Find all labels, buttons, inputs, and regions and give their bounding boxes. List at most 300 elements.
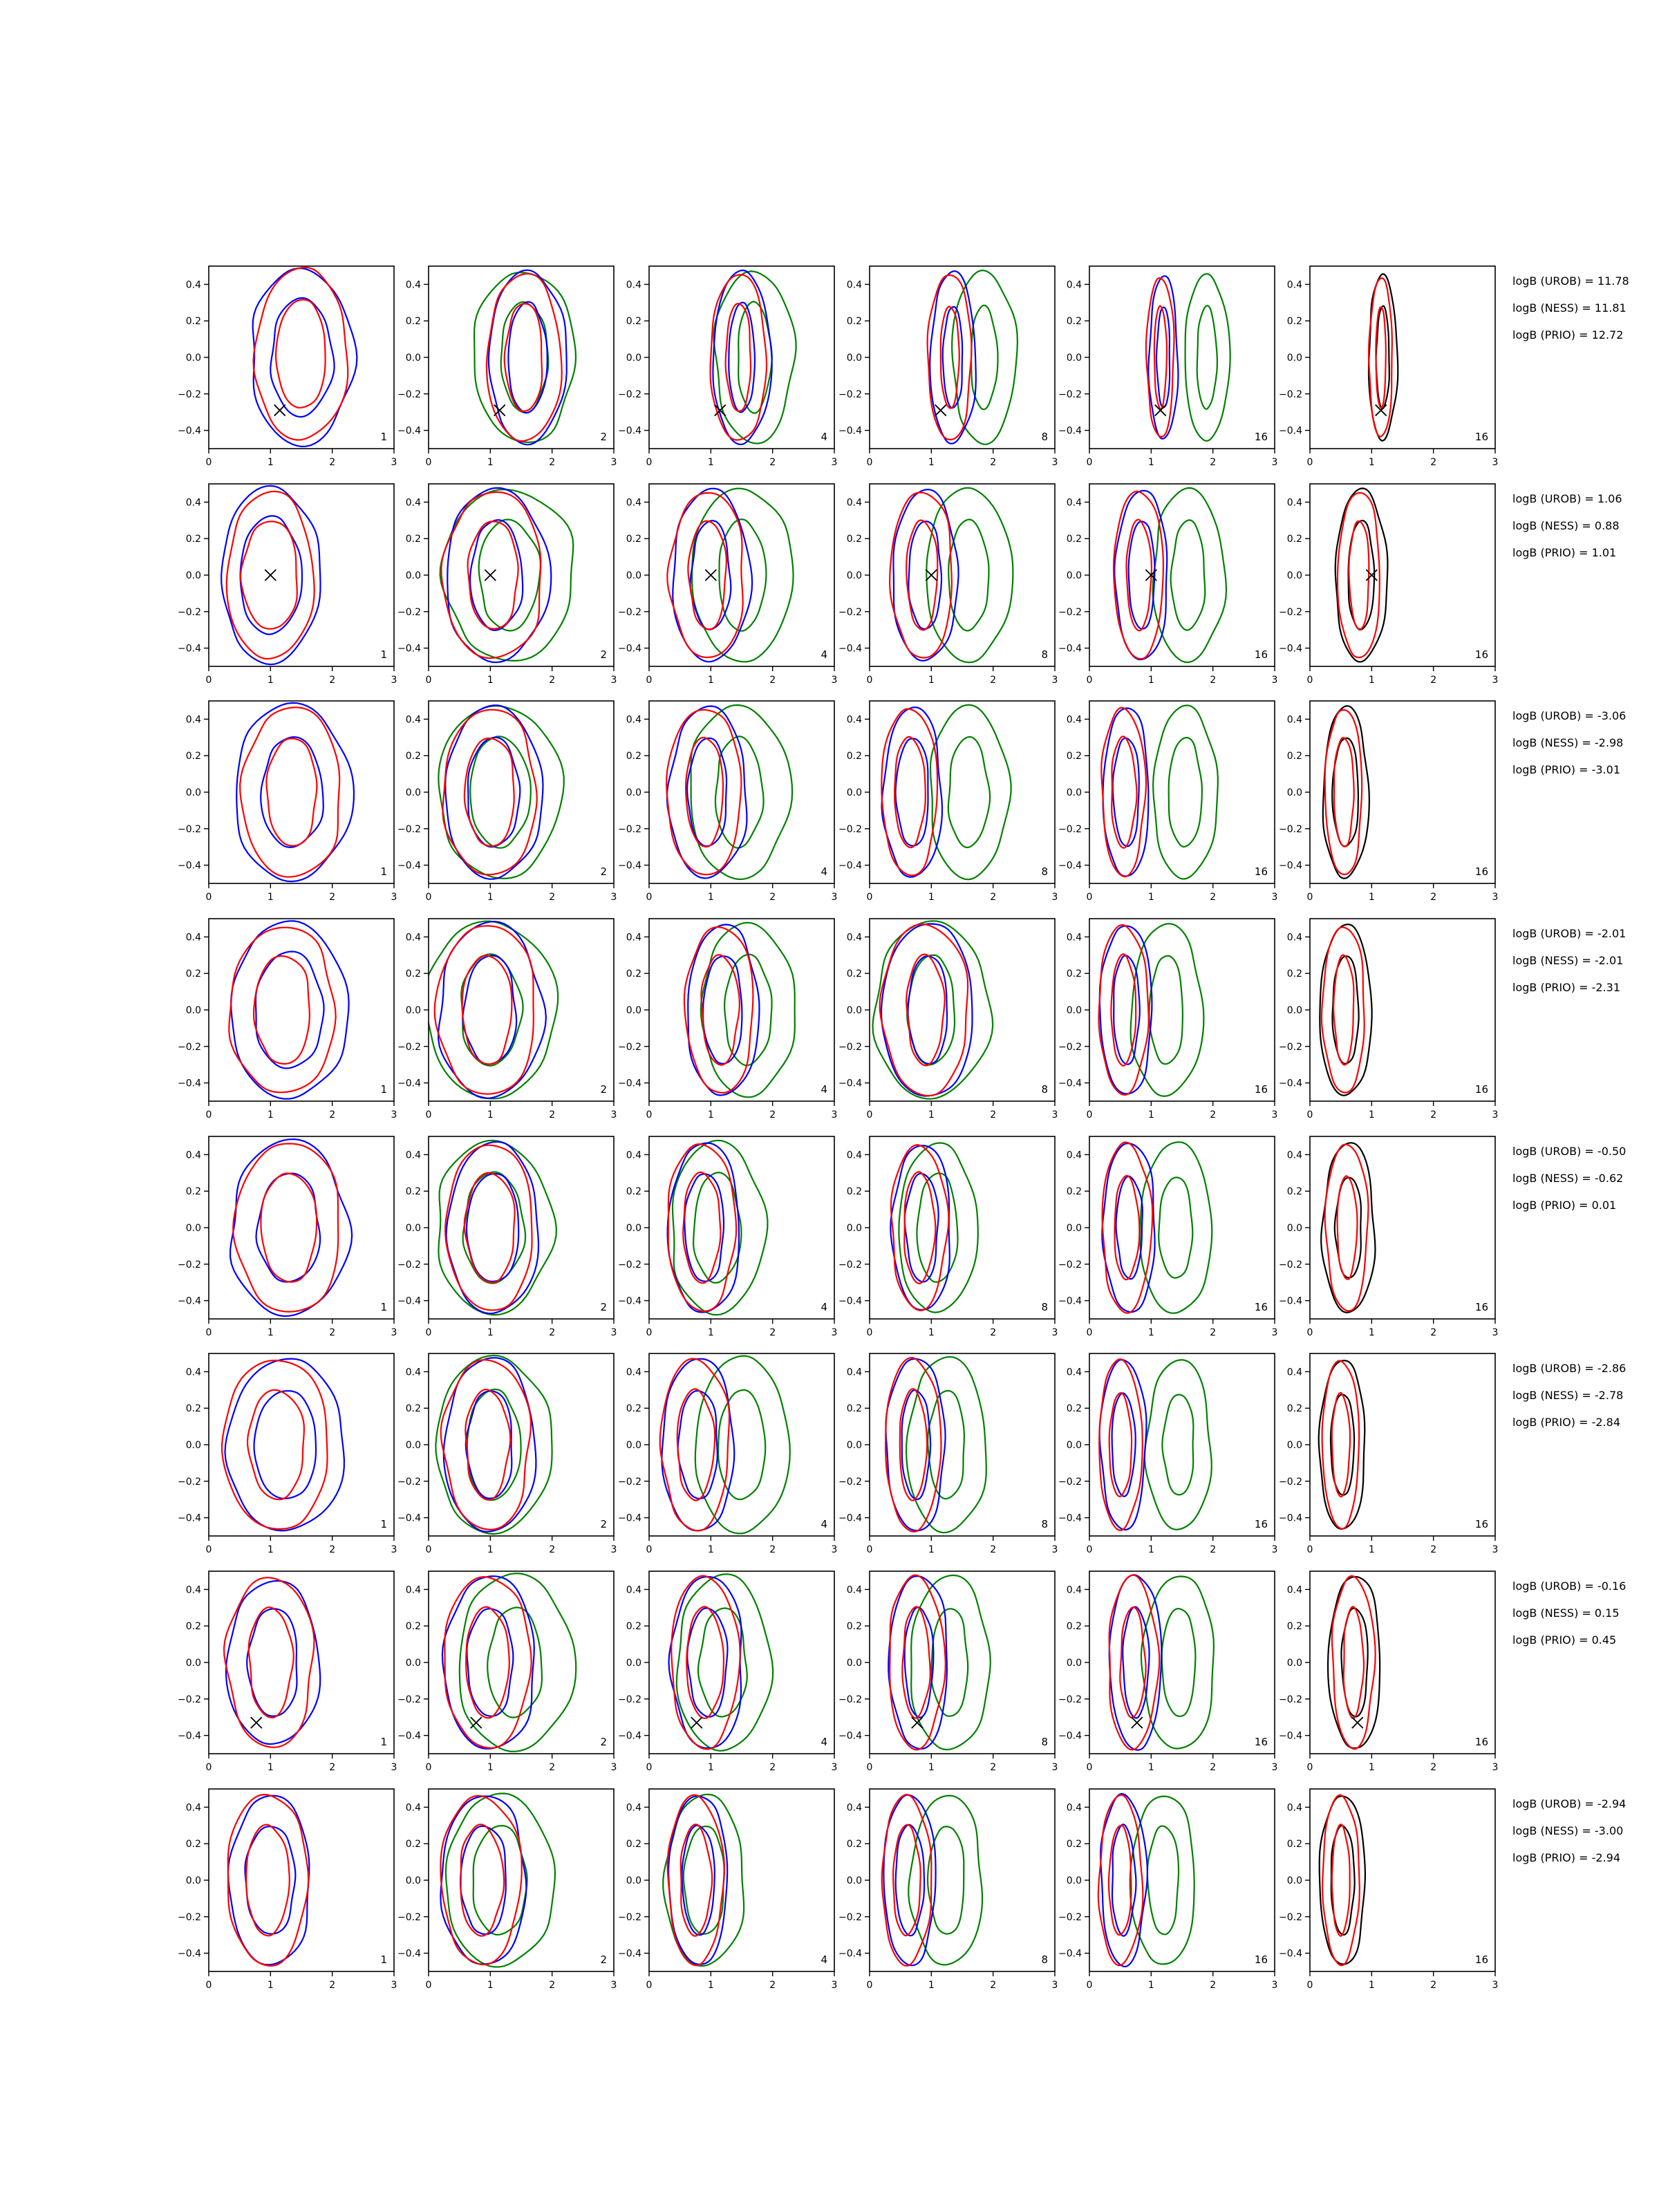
- logB-text: logB (UROB) = -2.94: [1512, 1797, 1627, 1810]
- contour-red-outer: [668, 1144, 736, 1311]
- contour-blue-inner: [254, 1391, 317, 1499]
- contour-green-inner: [948, 737, 990, 847]
- x-tick-label: 2: [1430, 675, 1437, 686]
- logB-text: logB (PRIO) = -2.31: [1512, 981, 1620, 994]
- contour-red-inner: [468, 521, 518, 628]
- y-tick-label: −0.2: [178, 1259, 201, 1271]
- x-tick-label: 2: [1210, 892, 1217, 903]
- subplot-r8-c6: [1279, 1789, 1498, 1991]
- contour-green-inner: [693, 1172, 741, 1283]
- contour-blue-inner: [908, 521, 941, 629]
- y-tick-label: −0.2: [1058, 1476, 1082, 1488]
- y-tick-label: −0.2: [178, 1911, 201, 1923]
- y-tick-label: 0.2: [185, 1621, 201, 1633]
- y-tick-label: −0.4: [838, 425, 862, 437]
- logB-text: logB (NESS) = -2.78: [1512, 1389, 1624, 1402]
- x-tick-label: 3: [1271, 1980, 1278, 1991]
- y-tick-label: 0.0: [626, 570, 641, 581]
- plot-frame: [1089, 1136, 1275, 1319]
- x-tick-label: 2: [769, 675, 776, 686]
- logB-text: logB (UROB) = -0.50: [1512, 1145, 1627, 1158]
- y-tick-label: 0.4: [846, 1367, 862, 1378]
- x-tick-label: 2: [549, 457, 556, 468]
- x-tick-label: 1: [1368, 457, 1375, 468]
- corner-label: 8: [1041, 1736, 1048, 1748]
- logB-text: logB (NESS) = 11.81: [1512, 301, 1627, 315]
- x-tick-label: 3: [1492, 1327, 1499, 1338]
- logB-text: logB (PRIO) = 12.72: [1512, 328, 1624, 341]
- x-tick-label: 1: [1147, 1327, 1154, 1338]
- y-tick-label: −0.2: [397, 1911, 421, 1923]
- y-tick-label: 0.0: [405, 1005, 421, 1016]
- plot-frame: [1310, 701, 1495, 883]
- contour-blue-inner: [908, 956, 948, 1064]
- y-tick-label: −0.2: [1058, 388, 1082, 400]
- x-tick-label: 1: [928, 675, 935, 686]
- contour-red-outer: [671, 1576, 740, 1750]
- corner-label: 16: [1474, 648, 1488, 661]
- x-tick-label: 0: [1306, 1544, 1313, 1555]
- y-tick-label: 0.0: [846, 1875, 862, 1886]
- logB-text: logB (UROB) = -2.86: [1512, 1362, 1627, 1375]
- contour-green-outer: [440, 489, 574, 661]
- x-tick-label: 0: [1086, 1980, 1093, 1991]
- plot-frame: [870, 1353, 1055, 1536]
- y-tick-label: −0.4: [618, 1730, 641, 1742]
- plot-frame: [429, 919, 614, 1101]
- y-tick-label: −0.2: [1058, 1694, 1082, 1705]
- subplot-r5-c3: [618, 1136, 837, 1338]
- contour-red-inner: [701, 955, 740, 1065]
- contour-red-inner: [1338, 1176, 1358, 1279]
- x-tick-label: 3: [610, 1327, 617, 1338]
- y-tick-label: 0.4: [1286, 1150, 1302, 1161]
- corner-label: 16: [1474, 1953, 1488, 1966]
- y-tick-label: 0.2: [1066, 316, 1082, 328]
- y-tick-label: −0.4: [838, 1730, 862, 1742]
- x-tick-label: 1: [1147, 1762, 1154, 1773]
- x-tick-label: 2: [329, 1327, 336, 1338]
- x-tick-label: 2: [329, 892, 336, 903]
- corner-label: 8: [1041, 431, 1048, 443]
- y-tick-label: −0.2: [838, 606, 862, 618]
- y-tick-label: 0.0: [846, 787, 862, 798]
- subplot-r4-c6: [1279, 919, 1498, 1121]
- y-tick-label: −0.2: [397, 1694, 421, 1705]
- contour-blue-outer: [230, 1139, 352, 1316]
- x-tick-label: 2: [1210, 1109, 1217, 1121]
- contour-red-inner: [1344, 1606, 1364, 1718]
- y-tick-label: −0.2: [838, 823, 862, 835]
- x-tick-label: 2: [1430, 1762, 1437, 1773]
- y-tick-label: 0.0: [405, 787, 421, 798]
- contour-red-inner: [246, 1825, 290, 1936]
- y-tick-label: 0.4: [626, 497, 641, 509]
- x-tick-label: 1: [928, 1109, 935, 1121]
- x-tick-label: 2: [1430, 1327, 1437, 1338]
- x-tick-label: 2: [329, 457, 336, 468]
- contour-red-inner: [249, 1607, 294, 1718]
- y-tick-label: 0.4: [185, 497, 201, 509]
- contour-red-outer: [487, 274, 562, 441]
- y-tick-label: 0.2: [846, 751, 862, 762]
- y-tick-label: 0.4: [1066, 714, 1082, 726]
- x-tick-label: 1: [487, 1762, 494, 1773]
- x-tick-label: 3: [610, 1109, 617, 1121]
- contour-blue-outer: [236, 703, 354, 881]
- x-tick-label: 2: [769, 1544, 776, 1555]
- y-tick-label: 0.0: [626, 1223, 641, 1234]
- y-tick-label: −0.2: [838, 1259, 862, 1271]
- x-tick-label: 3: [1271, 675, 1278, 686]
- contour-red-inner: [904, 1172, 935, 1283]
- x-tick-label: 1: [1147, 1109, 1154, 1121]
- corner-label: 1: [380, 1301, 387, 1313]
- x-tick-label: 1: [267, 1544, 274, 1555]
- x-tick-label: 0: [1306, 1980, 1313, 1991]
- truth-marker: [485, 570, 496, 581]
- corner-label: 2: [600, 1518, 607, 1530]
- y-tick-label: 0.4: [185, 932, 201, 944]
- y-tick-label: 0.4: [405, 1584, 421, 1596]
- y-tick-label: −0.2: [618, 823, 641, 835]
- y-tick-label: −0.2: [1279, 1694, 1302, 1705]
- contour-red-inner: [505, 303, 542, 411]
- subplot-r8-c4: [838, 1789, 1058, 1991]
- x-tick-label: 1: [267, 1762, 274, 1773]
- logB-text: logB (PRIO) = -2.84: [1512, 1416, 1620, 1429]
- contour-green-outer: [1145, 1360, 1212, 1530]
- subplot-r5-c5: [1058, 1136, 1277, 1338]
- x-tick-label: 1: [487, 675, 494, 686]
- x-tick-label: 2: [1430, 457, 1437, 468]
- logB-text: logB (PRIO) = 0.45: [1512, 1633, 1617, 1647]
- y-tick-label: 0.2: [405, 534, 421, 545]
- y-tick-label: 0.0: [405, 1440, 421, 1451]
- y-tick-label: 0.4: [846, 279, 862, 291]
- subplot-r7-c5: [1058, 1571, 1277, 1773]
- subplot-r1-c4: [838, 266, 1058, 468]
- x-tick-label: 3: [391, 1762, 397, 1773]
- y-tick-label: −0.4: [178, 1730, 201, 1742]
- x-tick-label: 3: [1271, 1544, 1278, 1555]
- x-tick-label: 0: [646, 892, 653, 903]
- x-tick-label: 2: [990, 1109, 997, 1121]
- x-tick-label: 3: [391, 892, 397, 903]
- y-tick-label: 0.0: [626, 1440, 641, 1451]
- x-tick-label: 0: [205, 892, 212, 903]
- y-tick-label: −0.2: [618, 388, 641, 400]
- contour-blue-outer: [1100, 1794, 1147, 1967]
- contour-blue-inner: [470, 520, 523, 630]
- subplot-r8-c3: [618, 1789, 837, 1991]
- y-tick-label: 0.0: [1286, 1658, 1302, 1669]
- contour-green-inner: [1197, 306, 1217, 409]
- y-tick-label: 0.0: [405, 353, 421, 364]
- subplot-r6-c3: [618, 1353, 837, 1555]
- y-tick-label: −0.2: [397, 1476, 421, 1488]
- contour-green-inner: [720, 519, 767, 631]
- subplot-r3-c3: [618, 701, 837, 903]
- y-tick-label: 0.4: [405, 714, 421, 726]
- y-tick-label: 0.2: [846, 1839, 862, 1850]
- y-tick-label: 0.2: [626, 534, 641, 545]
- x-tick-label: 1: [707, 675, 714, 686]
- y-tick-label: −0.2: [178, 823, 201, 835]
- y-tick-label: 0.2: [626, 968, 641, 980]
- x-tick-label: 1: [928, 1544, 935, 1555]
- y-tick-label: 0.4: [626, 1150, 641, 1161]
- contour-red-inner: [894, 737, 926, 847]
- y-tick-label: 0.4: [185, 1150, 201, 1161]
- contour-blue-inner: [467, 1174, 518, 1282]
- corner-label: 4: [821, 431, 827, 443]
- corner-label: 16: [1254, 1301, 1268, 1313]
- contour-green-inner: [724, 955, 771, 1066]
- y-tick-label: 0.0: [405, 570, 421, 581]
- subplot-r3-c5: [1058, 701, 1277, 903]
- x-tick-label: 2: [1210, 457, 1217, 468]
- contour-blue-inner: [684, 1174, 724, 1281]
- x-tick-label: 2: [990, 1980, 997, 1991]
- x-tick-label: 3: [1051, 457, 1058, 468]
- y-tick-label: 0.4: [185, 279, 201, 291]
- y-tick-label: 0.4: [1066, 1150, 1082, 1161]
- x-tick-label: 1: [1368, 675, 1375, 686]
- x-tick-label: 3: [391, 457, 397, 468]
- y-tick-label: −0.4: [618, 1295, 641, 1307]
- plot-frame: [209, 919, 394, 1101]
- y-tick-label: 0.0: [626, 353, 641, 364]
- contour-blue-inner: [467, 1609, 514, 1716]
- plot-frame: [209, 1353, 394, 1536]
- x-tick-label: 0: [646, 1762, 653, 1773]
- y-tick-label: −0.4: [397, 425, 421, 437]
- corner-label: 16: [1254, 1083, 1268, 1096]
- y-tick-label: −0.4: [1058, 1078, 1082, 1089]
- y-tick-label: −0.2: [178, 1041, 201, 1053]
- x-tick-label: 1: [928, 892, 935, 903]
- subplot-r2-c4: [838, 484, 1058, 686]
- contour-green-outer: [908, 1796, 982, 1965]
- y-tick-label: 0.2: [185, 1403, 201, 1415]
- plot-frame: [209, 1789, 394, 1971]
- y-tick-label: −0.2: [1279, 1476, 1302, 1488]
- truth-marker: [274, 405, 285, 416]
- x-tick-label: 1: [1147, 457, 1154, 468]
- x-tick-label: 0: [1086, 892, 1093, 903]
- corner-label: 4: [821, 865, 827, 878]
- x-tick-label: 3: [610, 675, 617, 686]
- contour-red-outer: [1114, 491, 1163, 659]
- y-tick-label: 0.0: [1286, 1440, 1302, 1451]
- y-tick-label: 0.4: [1286, 714, 1302, 726]
- y-tick-label: 0.2: [185, 968, 201, 980]
- x-tick-label: 0: [1306, 1109, 1313, 1121]
- subplot-r1-c6: [1279, 266, 1498, 468]
- corner-label: 16: [1474, 1518, 1488, 1530]
- corner-label: 4: [821, 1083, 827, 1096]
- y-tick-label: −0.4: [397, 1078, 421, 1089]
- logB-annotations-r4: [1512, 927, 1626, 994]
- y-tick-label: −0.2: [397, 606, 421, 618]
- y-tick-label: −0.4: [397, 1730, 421, 1742]
- x-tick-label: 1: [1368, 892, 1375, 903]
- y-tick-label: 0.0: [626, 787, 641, 798]
- x-tick-label: 2: [549, 892, 556, 903]
- corner-label: 1: [380, 1083, 387, 1096]
- x-tick-label: 1: [267, 1109, 274, 1121]
- x-tick-label: 2: [769, 892, 776, 903]
- y-tick-label: 0.4: [1286, 1367, 1302, 1378]
- x-tick-label: 2: [990, 892, 997, 903]
- logB-text: logB (UROB) = -0.16: [1512, 1580, 1627, 1593]
- y-tick-label: −0.4: [1279, 1730, 1302, 1742]
- y-tick-label: 0.0: [405, 1658, 421, 1669]
- y-tick-label: 0.2: [626, 1839, 641, 1850]
- x-tick-label: 2: [329, 1544, 336, 1555]
- contour-green-inner: [479, 520, 541, 631]
- subplot-r1-c2: [397, 266, 617, 468]
- y-tick-label: 0.0: [185, 1005, 201, 1016]
- contour-red-inner: [241, 521, 297, 628]
- y-tick-label: −0.4: [838, 1078, 862, 1089]
- contour-blue-inner: [468, 738, 520, 847]
- y-tick-label: 0.4: [846, 714, 862, 726]
- contour-blue-outer: [688, 925, 759, 1096]
- subplot-r5-c6: [1279, 1136, 1498, 1338]
- y-tick-label: 0.0: [185, 787, 201, 798]
- contour-blue-inner: [261, 737, 324, 847]
- logB-annotations-r5: [1512, 1145, 1626, 1212]
- x-tick-label: 2: [769, 1980, 776, 1991]
- y-tick-label: 0.4: [1286, 932, 1302, 944]
- contour-blue-inner: [682, 1826, 715, 1936]
- x-tick-label: 2: [990, 1544, 997, 1555]
- y-tick-label: 0.0: [1066, 1223, 1082, 1234]
- subplot-r4-c2: [397, 919, 617, 1121]
- corner-label: 16: [1254, 1953, 1268, 1966]
- y-tick-label: 0.0: [1286, 353, 1302, 364]
- y-tick-label: 0.0: [1286, 570, 1302, 581]
- y-tick-label: −0.2: [1279, 388, 1302, 400]
- y-tick-label: 0.0: [185, 570, 201, 581]
- y-tick-label: 0.4: [1286, 497, 1302, 509]
- contour-red-outer: [254, 268, 348, 440]
- corner-label: 2: [600, 1953, 607, 1966]
- y-tick-label: −0.2: [1058, 823, 1082, 835]
- x-tick-label: 0: [1086, 1327, 1093, 1338]
- contour-green-outer: [1153, 706, 1218, 879]
- x-tick-label: 1: [487, 892, 494, 903]
- y-tick-label: 0.2: [405, 751, 421, 762]
- subplot-r5-c2: [397, 1136, 617, 1338]
- x-tick-label: 2: [1210, 1327, 1217, 1338]
- x-tick-label: 3: [1051, 1762, 1058, 1773]
- x-tick-label: 1: [1147, 1544, 1154, 1555]
- plot-frame: [1089, 1789, 1275, 1971]
- subplot-r8-c2: [397, 1789, 617, 1991]
- x-tick-label: 0: [646, 1109, 653, 1121]
- x-tick-label: 3: [610, 892, 617, 903]
- contour-red-outer: [1332, 1576, 1376, 1749]
- y-tick-label: 0.2: [626, 1186, 641, 1198]
- corner-label: 1: [380, 1953, 387, 1966]
- y-tick-label: 0.2: [1066, 1839, 1082, 1850]
- contour-red-inner: [1126, 520, 1152, 631]
- x-tick-label: 0: [646, 457, 653, 468]
- contour-red-outer: [666, 710, 741, 874]
- plot-frame: [1310, 1789, 1495, 1971]
- logB-text: logB (UROB) = 1.06: [1512, 492, 1622, 505]
- x-tick-label: 2: [549, 1327, 556, 1338]
- y-tick-label: −0.2: [397, 1259, 421, 1271]
- x-tick-label: 2: [1210, 1544, 1217, 1555]
- truth-marker: [1155, 405, 1166, 416]
- contour-blue-outer: [445, 705, 543, 879]
- y-tick-label: 0.0: [846, 1440, 862, 1451]
- logB-text: logB (NESS) = 0.15: [1512, 1606, 1620, 1620]
- x-tick-label: 3: [1271, 457, 1278, 468]
- x-tick-label: 1: [1368, 1980, 1375, 1991]
- x-tick-label: 0: [866, 1544, 873, 1555]
- corner-label: 4: [821, 1518, 827, 1530]
- contour-red-inner: [941, 307, 959, 409]
- corner-label: 16: [1254, 648, 1268, 661]
- plot-frame: [209, 266, 394, 449]
- contour-red-outer: [1325, 1145, 1369, 1311]
- corner-label: 2: [600, 431, 607, 443]
- y-tick-label: −0.4: [1279, 1078, 1302, 1089]
- y-tick-label: 0.2: [185, 1186, 201, 1198]
- x-tick-label: 1: [1147, 892, 1154, 903]
- contour-blue-inner: [687, 1608, 727, 1716]
- x-tick-label: 0: [866, 1327, 873, 1338]
- y-tick-label: 0.4: [405, 1802, 421, 1814]
- y-tick-label: 0.2: [846, 316, 862, 328]
- y-tick-label: 0.4: [1286, 1802, 1302, 1814]
- contour-green-inner: [1162, 1609, 1196, 1716]
- x-tick-label: 3: [1492, 675, 1499, 686]
- x-tick-label: 3: [391, 1327, 397, 1338]
- x-tick-label: 3: [831, 1544, 838, 1555]
- y-tick-label: 0.4: [626, 1367, 641, 1378]
- y-tick-label: −0.4: [178, 1948, 201, 1960]
- y-tick-label: 0.4: [405, 497, 421, 509]
- contour-blue-outer: [1103, 709, 1149, 877]
- corner-label: 2: [600, 1736, 607, 1748]
- y-tick-label: −0.2: [618, 1041, 641, 1053]
- y-tick-label: −0.4: [1058, 1730, 1082, 1742]
- y-tick-label: 0.2: [405, 1621, 421, 1633]
- truth-marker: [1366, 570, 1377, 581]
- y-tick-label: 0.4: [405, 932, 421, 944]
- y-tick-label: 0.0: [1286, 787, 1302, 798]
- contour-green-outer: [446, 1794, 555, 1967]
- contour-green-outer: [1141, 1577, 1214, 1749]
- x-tick-label: 1: [707, 1327, 714, 1338]
- contour-black-outer: [1319, 1360, 1365, 1529]
- y-tick-label: 0.0: [405, 1875, 421, 1886]
- y-tick-label: 0.2: [1286, 1186, 1302, 1198]
- subplot-r1-c5: [1058, 266, 1277, 468]
- x-tick-label: 1: [267, 675, 274, 686]
- y-tick-label: −0.2: [838, 388, 862, 400]
- logB-text: logB (NESS) = -2.01: [1512, 954, 1624, 967]
- x-tick-label: 2: [990, 457, 997, 468]
- x-tick-label: 3: [1271, 1327, 1278, 1338]
- x-tick-label: 2: [1210, 675, 1217, 686]
